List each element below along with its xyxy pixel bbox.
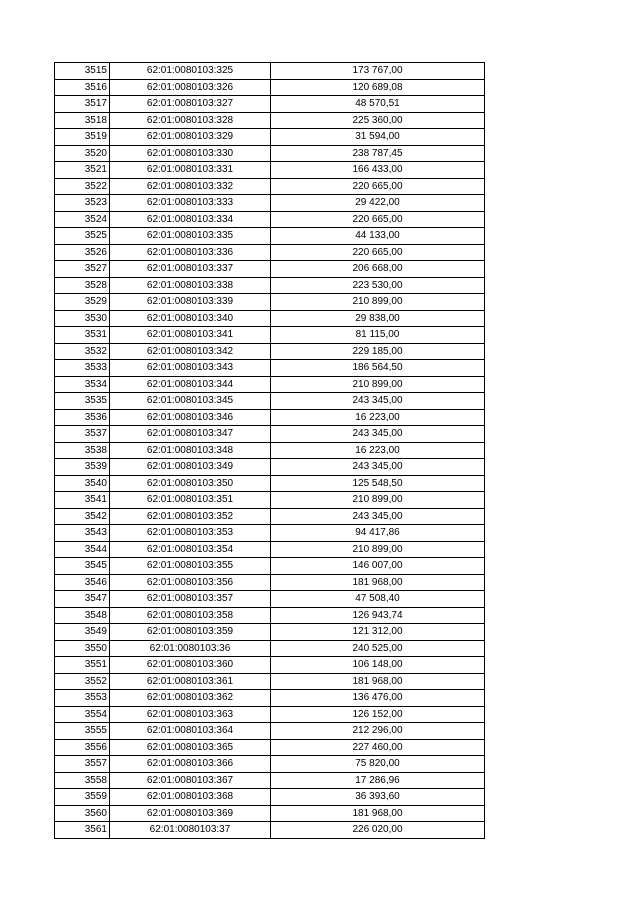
cadastral-number-cell: 62:01:0080103:326 <box>110 79 271 96</box>
cadastral-number-cell: 62:01:0080103:362 <box>110 690 271 707</box>
table-row <box>55 310 485 327</box>
cadastral-value-cell: 243 345,00 <box>271 459 485 476</box>
cadastral-value-cell: 47 508,40 <box>271 591 485 608</box>
cadastral-value-cell: 243 345,00 <box>271 393 485 410</box>
table-row <box>55 79 485 96</box>
cadastral-value-cell: 229 185,00 <box>271 343 485 360</box>
cadastral-value-cell: 31 594,00 <box>271 129 485 146</box>
table-body <box>55 63 485 839</box>
cadastral-number-cell: 62:01:0080103:365 <box>110 739 271 756</box>
table-row <box>55 772 485 789</box>
table-row <box>55 178 485 195</box>
table-row <box>55 492 485 509</box>
cadastral-value-cell: 181 968,00 <box>271 673 485 690</box>
cadastral-value-cell: 126 152,00 <box>271 706 485 723</box>
table-row <box>55 244 485 261</box>
cadastral-value-cell: 48 570,51 <box>271 96 485 113</box>
table-row <box>55 723 485 740</box>
row-number-cell: 3537 <box>55 426 110 443</box>
table-row <box>55 393 485 410</box>
table-row <box>55 558 485 575</box>
cadastral-number-cell: 62:01:0080103:339 <box>110 294 271 311</box>
row-number-cell: 3543 <box>55 525 110 542</box>
cadastral-value-cell: 75 820,00 <box>271 756 485 773</box>
table-row <box>55 343 485 360</box>
table-row <box>55 805 485 822</box>
cadastral-value-cell: 16 223,00 <box>271 442 485 459</box>
row-number-cell: 3516 <box>55 79 110 96</box>
cadastral-number-cell: 62:01:0080103:358 <box>110 607 271 624</box>
table-row <box>55 426 485 443</box>
cadastral-value-cell: 210 899,00 <box>271 294 485 311</box>
cadastral-number-cell: 62:01:0080103:37 <box>110 822 271 839</box>
row-number-cell: 3550 <box>55 640 110 657</box>
row-number-cell: 3525 <box>55 228 110 245</box>
row-number-cell: 3549 <box>55 624 110 641</box>
row-number-cell: 3552 <box>55 673 110 690</box>
table-row <box>55 640 485 657</box>
table-row <box>55 129 485 146</box>
cadastral-value-cell: 136 476,00 <box>271 690 485 707</box>
cadastral-value-cell: 44 133,00 <box>271 228 485 245</box>
row-number-cell: 3535 <box>55 393 110 410</box>
row-number-cell: 3539 <box>55 459 110 476</box>
cadastral-number-cell: 62:01:0080103:368 <box>110 789 271 806</box>
cadastral-number-cell: 62:01:0080103:333 <box>110 195 271 212</box>
cadastral-value-cell: 29 422,00 <box>271 195 485 212</box>
cadastral-number-cell: 62:01:0080103:346 <box>110 409 271 426</box>
cadastral-number-cell: 62:01:0080103:343 <box>110 360 271 377</box>
cadastral-value-cell: 121 312,00 <box>271 624 485 641</box>
row-number-cell: 3540 <box>55 475 110 492</box>
cadastral-value-cell: 210 899,00 <box>271 376 485 393</box>
cadastral-value-cell: 210 899,00 <box>271 492 485 509</box>
table-row <box>55 327 485 344</box>
row-number-cell: 3558 <box>55 772 110 789</box>
cadastral-value-cell: 225 360,00 <box>271 112 485 129</box>
cadastral-number-cell: 62:01:0080103:360 <box>110 657 271 674</box>
cadastral-number-cell: 62:01:0080103:334 <box>110 211 271 228</box>
cadastral-value-cell: 166 433,00 <box>271 162 485 179</box>
cadastral-value-cell: 29 838,00 <box>271 310 485 327</box>
row-number-cell: 3515 <box>55 63 110 80</box>
table-row <box>55 145 485 162</box>
cadastral-number-cell: 62:01:0080103:359 <box>110 624 271 641</box>
table-row <box>55 525 485 542</box>
cadastral-number-cell: 62:01:0080103:338 <box>110 277 271 294</box>
table-row <box>55 277 485 294</box>
row-number-cell: 3554 <box>55 706 110 723</box>
table-row <box>55 690 485 707</box>
cadastral-value-cell: 220 665,00 <box>271 211 485 228</box>
table-row <box>55 508 485 525</box>
row-number-cell: 3524 <box>55 211 110 228</box>
table-row <box>55 574 485 591</box>
cadastral-number-cell: 62:01:0080103:348 <box>110 442 271 459</box>
cadastral-number-cell: 62:01:0080103:325 <box>110 63 271 80</box>
cadastral-value-cell: 16 223,00 <box>271 409 485 426</box>
row-number-cell: 3522 <box>55 178 110 195</box>
row-number-cell: 3518 <box>55 112 110 129</box>
table-row <box>55 822 485 839</box>
cadastral-number-cell: 62:01:0080103:356 <box>110 574 271 591</box>
cadastral-number-cell: 62:01:0080103:330 <box>110 145 271 162</box>
table-row <box>55 624 485 641</box>
cadastral-number-cell: 62:01:0080103:336 <box>110 244 271 261</box>
cadastral-number-cell: 62:01:0080103:367 <box>110 772 271 789</box>
cadastral-value-cell: 186 564,50 <box>271 360 485 377</box>
cadastral-number-cell: 62:01:0080103:332 <box>110 178 271 195</box>
table-row <box>55 294 485 311</box>
cadastral-number-cell: 62:01:0080103:349 <box>110 459 271 476</box>
cadastral-value-cell: 181 968,00 <box>271 574 485 591</box>
table-row <box>55 442 485 459</box>
cadastral-value-cell: 173 767,00 <box>271 63 485 80</box>
table-row <box>55 756 485 773</box>
row-number-cell: 3523 <box>55 195 110 212</box>
cadastral-value-cell: 36 393,60 <box>271 789 485 806</box>
cadastral-number-cell: 62:01:0080103:361 <box>110 673 271 690</box>
cadastral-value-cell: 243 345,00 <box>271 508 485 525</box>
row-number-cell: 3560 <box>55 805 110 822</box>
cadastral-number-cell: 62:01:0080103:350 <box>110 475 271 492</box>
table-row <box>55 360 485 377</box>
row-number-cell: 3542 <box>55 508 110 525</box>
cadastral-number-cell: 62:01:0080103:363 <box>110 706 271 723</box>
cadastral-number-cell: 62:01:0080103:327 <box>110 96 271 113</box>
row-number-cell: 3517 <box>55 96 110 113</box>
row-number-cell: 3528 <box>55 277 110 294</box>
cadastral-number-cell: 62:01:0080103:340 <box>110 310 271 327</box>
cadastral-number-cell: 62:01:0080103:345 <box>110 393 271 410</box>
table-row <box>55 96 485 113</box>
cadastral-number-cell: 62:01:0080103:369 <box>110 805 271 822</box>
row-number-cell: 3533 <box>55 360 110 377</box>
row-number-cell: 3555 <box>55 723 110 740</box>
row-number-cell: 3526 <box>55 244 110 261</box>
cadastral-number-cell: 62:01:0080103:364 <box>110 723 271 740</box>
row-number-cell: 3532 <box>55 343 110 360</box>
cadastral-number-cell: 62:01:0080103:355 <box>110 558 271 575</box>
cadastral-value-cell: 206 668,00 <box>271 261 485 278</box>
table-row <box>55 211 485 228</box>
cadastral-value-cell: 220 665,00 <box>271 178 485 195</box>
cadastral-number-cell: 62:01:0080103:337 <box>110 261 271 278</box>
row-number-cell: 3551 <box>55 657 110 674</box>
table-row <box>55 195 485 212</box>
table-row <box>55 409 485 426</box>
cadastral-number-cell: 62:01:0080103:353 <box>110 525 271 542</box>
cadastral-value-cell: 212 296,00 <box>271 723 485 740</box>
cadastral-number-cell: 62:01:0080103:335 <box>110 228 271 245</box>
table-row <box>55 706 485 723</box>
cadastral-value-cell: 181 968,00 <box>271 805 485 822</box>
cadastral-value-table <box>54 62 485 839</box>
row-number-cell: 3536 <box>55 409 110 426</box>
cadastral-number-cell: 62:01:0080103:351 <box>110 492 271 509</box>
table-row <box>55 261 485 278</box>
table-row <box>55 63 485 80</box>
row-number-cell: 3541 <box>55 492 110 509</box>
table-row <box>55 739 485 756</box>
row-number-cell: 3559 <box>55 789 110 806</box>
cadastral-value-cell: 17 286,96 <box>271 772 485 789</box>
cadastral-number-cell: 62:01:0080103:36 <box>110 640 271 657</box>
row-number-cell: 3548 <box>55 607 110 624</box>
cadastral-value-cell: 125 548,50 <box>271 475 485 492</box>
cadastral-number-cell: 62:01:0080103:344 <box>110 376 271 393</box>
table-row <box>55 657 485 674</box>
table-row <box>55 228 485 245</box>
row-number-cell: 3557 <box>55 756 110 773</box>
cadastral-value-cell: 226 020,00 <box>271 822 485 839</box>
row-number-cell: 3534 <box>55 376 110 393</box>
row-number-cell: 3553 <box>55 690 110 707</box>
cadastral-value-cell: 243 345,00 <box>271 426 485 443</box>
cadastral-value-cell: 223 530,00 <box>271 277 485 294</box>
row-number-cell: 3520 <box>55 145 110 162</box>
table-row <box>55 459 485 476</box>
cadastral-value-cell: 220 665,00 <box>271 244 485 261</box>
table-row <box>55 591 485 608</box>
cadastral-value-cell: 240 525,00 <box>271 640 485 657</box>
table-row <box>55 376 485 393</box>
cadastral-value-cell: 227 460,00 <box>271 739 485 756</box>
table-row <box>55 607 485 624</box>
cadastral-number-cell: 62:01:0080103:331 <box>110 162 271 179</box>
cadastral-number-cell: 62:01:0080103:342 <box>110 343 271 360</box>
cadastral-value-cell: 106 148,00 <box>271 657 485 674</box>
cadastral-number-cell: 62:01:0080103:357 <box>110 591 271 608</box>
row-number-cell: 3531 <box>55 327 110 344</box>
row-number-cell: 3519 <box>55 129 110 146</box>
cadastral-number-cell: 62:01:0080103:328 <box>110 112 271 129</box>
row-number-cell: 3561 <box>55 822 110 839</box>
row-number-cell: 3529 <box>55 294 110 311</box>
row-number-cell: 3546 <box>55 574 110 591</box>
row-number-cell: 3544 <box>55 541 110 558</box>
cadastral-value-cell: 210 899,00 <box>271 541 485 558</box>
row-number-cell: 3538 <box>55 442 110 459</box>
cadastral-value-cell: 94 417,86 <box>271 525 485 542</box>
row-number-cell: 3530 <box>55 310 110 327</box>
cadastral-value-cell: 81 115,00 <box>271 327 485 344</box>
table-row <box>55 162 485 179</box>
table-row <box>55 789 485 806</box>
table-row <box>55 673 485 690</box>
table-row <box>55 541 485 558</box>
row-number-cell: 3545 <box>55 558 110 575</box>
cadastral-number-cell: 62:01:0080103:366 <box>110 756 271 773</box>
cadastral-number-cell: 62:01:0080103:347 <box>110 426 271 443</box>
table-row <box>55 112 485 129</box>
cadastral-value-cell: 120 689,08 <box>271 79 485 96</box>
row-number-cell: 3547 <box>55 591 110 608</box>
cadastral-number-cell: 62:01:0080103:329 <box>110 129 271 146</box>
row-number-cell: 3521 <box>55 162 110 179</box>
row-number-cell: 3527 <box>55 261 110 278</box>
cadastral-value-cell: 126 943,74 <box>271 607 485 624</box>
cadastral-number-cell: 62:01:0080103:354 <box>110 541 271 558</box>
cadastral-number-cell: 62:01:0080103:352 <box>110 508 271 525</box>
cadastral-value-cell: 238 787,45 <box>271 145 485 162</box>
cadastral-value-cell: 146 007,00 <box>271 558 485 575</box>
row-number-cell: 3556 <box>55 739 110 756</box>
cadastral-number-cell: 62:01:0080103:341 <box>110 327 271 344</box>
table-row <box>55 475 485 492</box>
